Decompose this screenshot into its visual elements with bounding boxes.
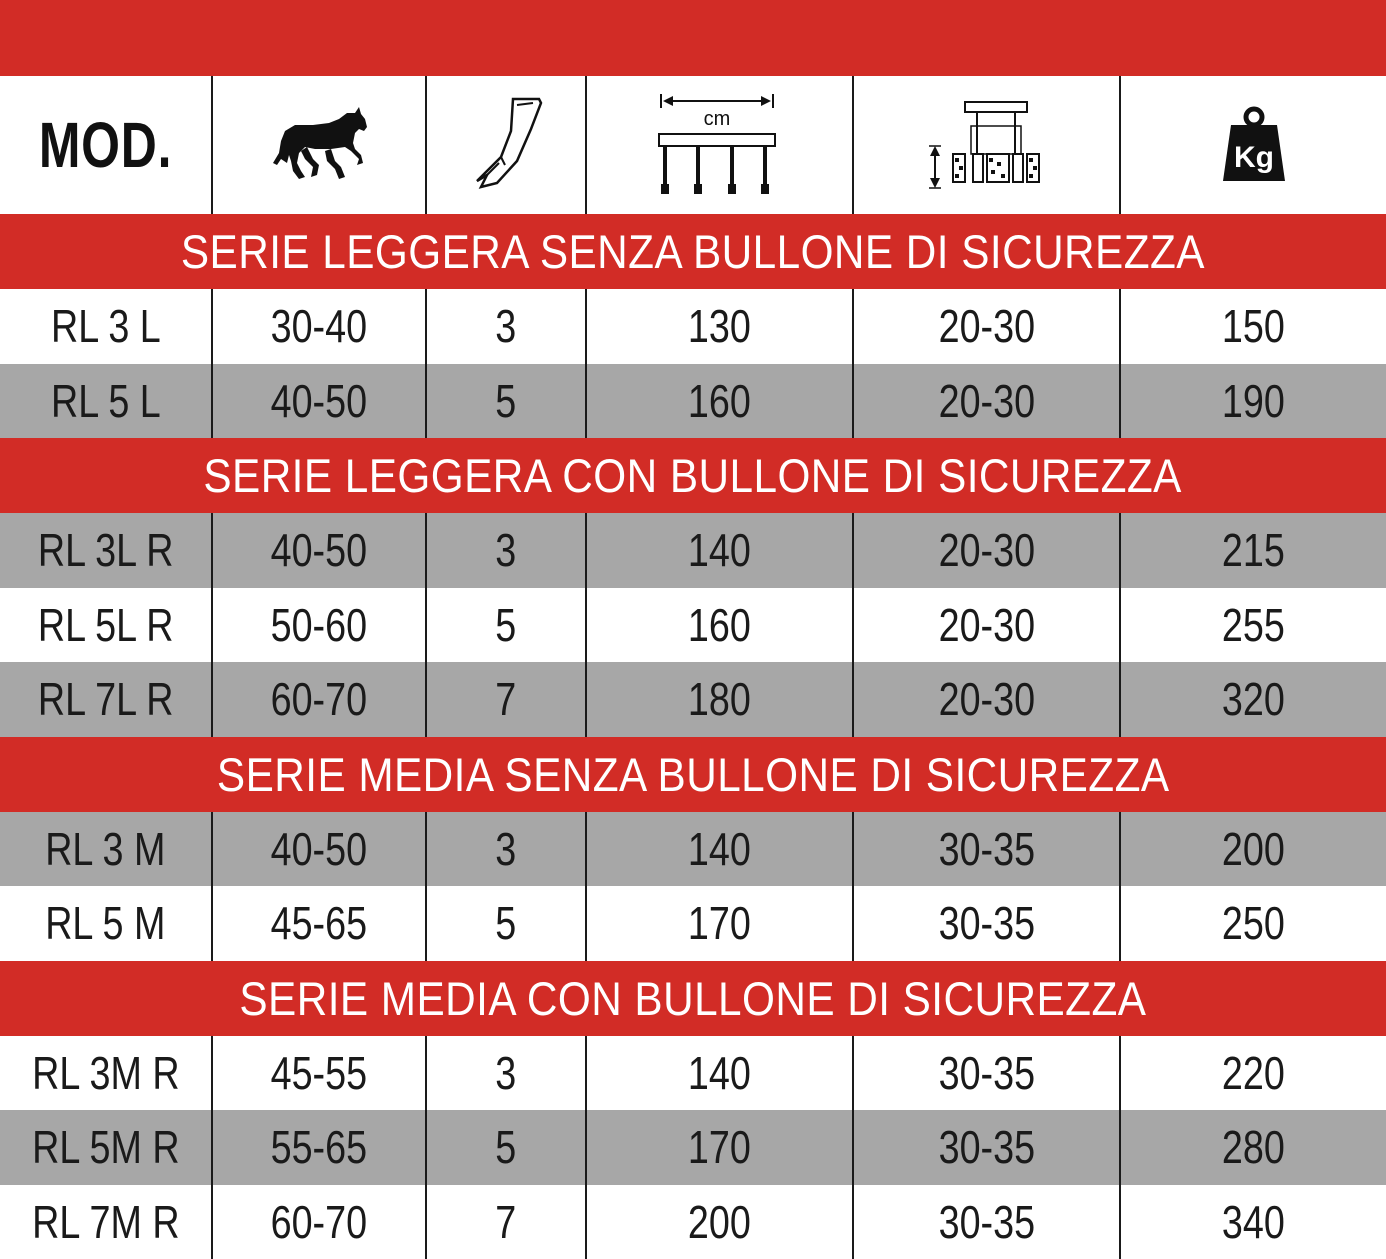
cell-tines: [427, 662, 587, 737]
table-row: [0, 588, 1386, 663]
section-title: [0, 438, 1386, 513]
cell-weight: [1121, 289, 1386, 364]
cell-value: 200: [688, 1195, 751, 1249]
cell-width: [587, 513, 854, 588]
table-body: [0, 214, 1386, 1259]
table-row: [0, 1110, 1386, 1185]
cell-weight: [1121, 886, 1386, 961]
cell-model: [0, 588, 213, 663]
cell-value: 60-70: [271, 1195, 367, 1249]
cell-value: 3: [496, 299, 517, 353]
model-label: MOD.: [39, 108, 172, 182]
header-model: [0, 76, 213, 214]
cell-value: 320: [1222, 672, 1285, 726]
cell-width: [587, 1110, 854, 1185]
header-working-width: [587, 76, 854, 214]
cell-weight: [1121, 588, 1386, 663]
cell-value: 170: [688, 896, 751, 950]
cell-power: [213, 1036, 427, 1111]
cell-value: RL 5 L: [51, 374, 161, 428]
cell-tines: [427, 1185, 587, 1259]
cell-value: 45-65: [271, 896, 367, 950]
cell-value: 30-35: [938, 1120, 1034, 1174]
cell-depth: [854, 588, 1121, 663]
cell-value: RL 3L R: [38, 523, 174, 577]
cell-value: 200: [1222, 822, 1285, 876]
cell-power: [213, 812, 427, 887]
cell-value: RL 5L R: [38, 598, 174, 652]
cell-weight: [1121, 1036, 1386, 1111]
section-title-text: SERIE LEGGERA SENZA BULLONE DI SICUREZZA: [181, 224, 1205, 279]
cell-value: 20-30: [938, 672, 1034, 726]
table-row: [0, 812, 1386, 887]
cell-model: [0, 289, 213, 364]
cell-value: 5: [496, 1120, 517, 1174]
cell-value: 160: [688, 598, 751, 652]
cell-value: 7: [496, 1195, 517, 1249]
cell-model: [0, 364, 213, 439]
cell-value: 20-30: [938, 299, 1034, 353]
cell-depth: [854, 1110, 1121, 1185]
table-row: [0, 289, 1386, 364]
cell-value: 5: [496, 598, 517, 652]
cell-width: [587, 1185, 854, 1259]
cell-tines: [427, 1110, 587, 1185]
cell-value: RL 7M R: [32, 1195, 179, 1249]
cell-model: [0, 662, 213, 737]
cell-value: 180: [688, 672, 751, 726]
cell-weight: [1121, 1185, 1386, 1259]
cell-value: 7: [496, 672, 517, 726]
table-row: [0, 662, 1386, 737]
cell-depth: [854, 662, 1121, 737]
cell-value: 220: [1222, 1046, 1285, 1100]
cell-depth: [854, 812, 1121, 887]
cell-depth: [854, 886, 1121, 961]
cell-value: 130: [688, 299, 751, 353]
cell-power: [213, 513, 427, 588]
cell-power: [213, 662, 427, 737]
cell-tines: [427, 886, 587, 961]
cell-value: 30-35: [938, 1195, 1034, 1249]
cell-power: [213, 588, 427, 663]
cell-width: [587, 662, 854, 737]
section-title-text: SERIE MEDIA SENZA BULLONE DI SICUREZZA: [217, 747, 1170, 802]
cell-value: 20-30: [938, 598, 1034, 652]
cell-value: RL 3 M: [45, 822, 165, 876]
cell-value: 40-50: [271, 822, 367, 876]
cell-value: 250: [1222, 896, 1285, 950]
table-row: [0, 1185, 1386, 1259]
cell-value: 30-35: [938, 896, 1034, 950]
cell-width: [587, 886, 854, 961]
cell-value: 45-55: [271, 1046, 367, 1100]
cell-value: 215: [1222, 523, 1285, 577]
cell-value: 30-35: [938, 822, 1034, 876]
header-tines: [427, 76, 587, 214]
cell-tines: [427, 364, 587, 439]
cell-value: 280: [1222, 1120, 1285, 1174]
cell-weight: [1121, 1110, 1386, 1185]
cell-model: [0, 1110, 213, 1185]
cell-depth: [854, 1185, 1121, 1259]
cell-weight: [1121, 812, 1386, 887]
width-unit: cm: [703, 108, 730, 130]
cell-width: [587, 812, 854, 887]
top-banner: [0, 0, 1386, 76]
cell-value: RL 5 M: [45, 896, 165, 950]
cell-value: 5: [496, 374, 517, 428]
cell-value: 190: [1222, 374, 1285, 428]
cell-width: [587, 1036, 854, 1111]
cell-value: RL 3 L: [51, 299, 161, 353]
cell-value: 140: [688, 523, 751, 577]
tine-icon: [461, 95, 551, 195]
cell-value: 3: [496, 822, 517, 876]
header-power: [213, 76, 427, 214]
cell-width: [587, 588, 854, 663]
section-title: [0, 737, 1386, 812]
cell-value: 30-35: [938, 1046, 1034, 1100]
cell-power: [213, 1110, 427, 1185]
section-title-text: SERIE MEDIA CON BULLONE DI SICUREZZA: [239, 971, 1146, 1026]
cell-value: 150: [1222, 299, 1285, 353]
cell-weight: [1121, 662, 1386, 737]
cell-power: [213, 364, 427, 439]
cell-tines: [427, 812, 587, 887]
cell-model: [0, 812, 213, 887]
weight-icon: [1219, 105, 1289, 185]
table-row: [0, 886, 1386, 961]
cell-tines: [427, 588, 587, 663]
cell-power: [213, 886, 427, 961]
cell-power: [213, 1185, 427, 1259]
cell-tines: [427, 513, 587, 588]
cell-value: 3: [496, 523, 517, 577]
weight-unit: Kg: [1234, 141, 1274, 174]
cell-value: 140: [688, 822, 751, 876]
horse-power-icon: [269, 105, 369, 185]
cell-model: [0, 1185, 213, 1259]
cell-model: [0, 886, 213, 961]
cell-value: 30-40: [271, 299, 367, 353]
cell-depth: [854, 1036, 1121, 1111]
header-weight: [1121, 76, 1386, 214]
cell-weight: [1121, 364, 1386, 439]
cell-tines: [427, 1036, 587, 1111]
section-title-text: SERIE LEGGERA CON BULLONE DI SICUREZZA: [204, 448, 1182, 503]
section-title: [0, 961, 1386, 1036]
cell-width: [587, 289, 854, 364]
cell-value: 5: [496, 896, 517, 950]
cell-value: RL 5M R: [32, 1120, 179, 1174]
cell-power: [213, 289, 427, 364]
section-title: [0, 214, 1386, 289]
cell-value: 340: [1222, 1195, 1285, 1249]
cell-tines: [427, 289, 587, 364]
cell-value: 55-65: [271, 1120, 367, 1174]
table-row: [0, 513, 1386, 588]
cell-value: 50-60: [271, 598, 367, 652]
cell-depth: [854, 364, 1121, 439]
table-row: [0, 364, 1386, 439]
cell-value: RL 3M R: [32, 1046, 179, 1100]
cell-value: 160: [688, 374, 751, 428]
table-header: [0, 76, 1386, 214]
cell-weight: [1121, 513, 1386, 588]
working-depth-icon: [927, 98, 1047, 193]
table-row: [0, 1036, 1386, 1111]
cell-value: 3: [496, 1046, 517, 1100]
header-working-depth: [854, 76, 1121, 214]
cell-value: 170: [688, 1120, 751, 1174]
cell-value: RL 7L R: [38, 672, 174, 726]
cell-depth: [854, 513, 1121, 588]
cell-value: 140: [688, 1046, 751, 1100]
cell-value: 20-30: [938, 374, 1034, 428]
cell-depth: [854, 289, 1121, 364]
cell-width: [587, 364, 854, 439]
working-width-icon: [655, 90, 785, 200]
cell-value: 40-50: [271, 523, 367, 577]
cell-value: 60-70: [271, 672, 367, 726]
cell-model: [0, 513, 213, 588]
cell-value: 20-30: [938, 523, 1034, 577]
cell-value: 40-50: [271, 374, 367, 428]
cell-value: 255: [1222, 598, 1285, 652]
cell-model: [0, 1036, 213, 1111]
